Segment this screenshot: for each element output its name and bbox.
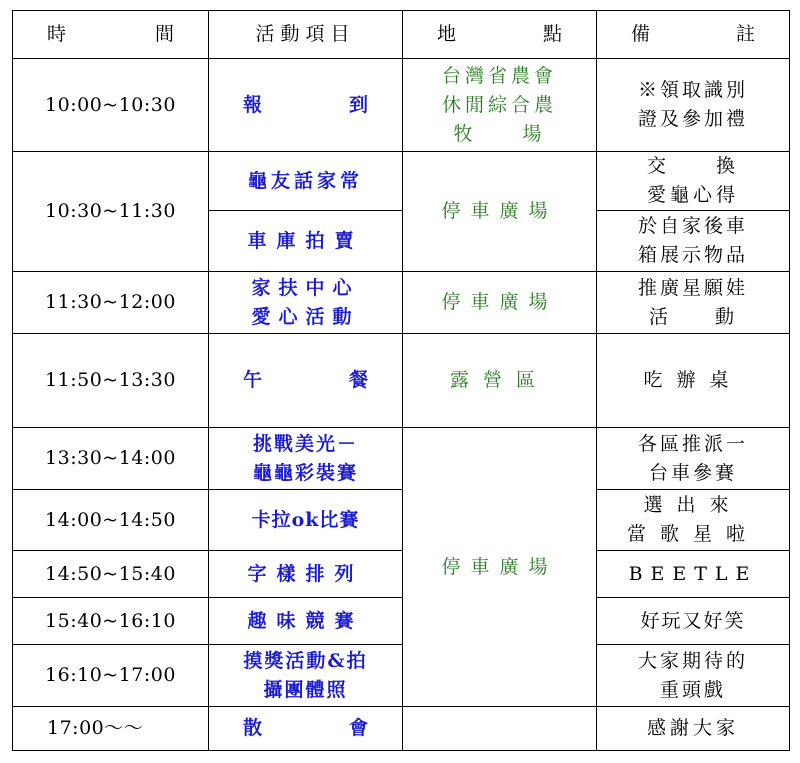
activity-cell: 趣味競賽 (209, 598, 403, 645)
header-note: 備 註 (597, 11, 790, 59)
time-cell: 14:00~14:50 (13, 490, 209, 551)
note-cell: 推廣星願娃 活 動 (597, 272, 790, 334)
activity-cell: 摸獎活動&拍 攝團體照 (209, 645, 403, 707)
location-cell: 台灣省農會 休閒綜合農 牧 場 (403, 59, 597, 152)
location-cell: 停車廣場 (403, 428, 597, 707)
table-row (13, 707, 790, 751)
activity-cell: 車庫拍賣 (209, 211, 403, 272)
header-location: 地 點 (403, 11, 597, 59)
header-time: 時 間 (13, 11, 209, 59)
time-cell: 15:40~16:10 (13, 598, 209, 645)
note-cell: 大家期待的 重頭戲 (597, 645, 790, 707)
note-cell: 各區推派一 台車參賽 (597, 428, 790, 490)
activity-cell: 家扶中心 愛心活動 (209, 272, 403, 334)
note-cell: ※領取識別 證及參加禮 (597, 59, 790, 152)
location-cell: 停車廣場 (403, 152, 597, 272)
time-cell: 13:30~14:00 (13, 428, 209, 490)
activity-cell: 卡拉ok比賽 (209, 490, 403, 551)
activity-cell: 散 會 (209, 707, 403, 751)
time-cell: 11:30~12:00 (13, 272, 209, 334)
activity-cell: 挑戰美光－ 龜龜彩裝賽 (209, 428, 403, 490)
time-cell: 17:00～～ (13, 707, 209, 751)
header-activity: 活動項目 (209, 11, 403, 59)
time-cell: 11:50~13:30 (13, 334, 209, 428)
note-cell: 於自家後車 箱展示物品 (597, 211, 790, 272)
table-row (13, 428, 790, 490)
header-row (13, 11, 790, 59)
note-cell: 感謝大家 (597, 707, 790, 751)
note-cell: 交 換 愛龜心得 (597, 152, 790, 211)
time-cell: 14:50~15:40 (13, 551, 209, 598)
location-cell (403, 707, 597, 751)
activity-cell: 報 到 (209, 59, 403, 152)
table-row (13, 272, 790, 334)
table-row (13, 334, 790, 428)
note-cell: 吃辦桌 (597, 334, 790, 428)
time-cell: 10:30~11:30 (13, 152, 209, 272)
note-cell: 好玩又好笑 (597, 598, 790, 645)
table-row (13, 152, 790, 211)
activity-cell: 字樣排列 (209, 551, 403, 598)
location-cell: 停車廣場 (403, 272, 597, 334)
note-cell: 選出來 當歌星啦 (597, 490, 790, 551)
table-row (13, 645, 790, 707)
table-row (13, 490, 790, 551)
table-row (13, 59, 790, 152)
schedule-table (12, 10, 790, 751)
table-row (13, 598, 790, 645)
time-cell: 16:10~17:00 (13, 645, 209, 707)
time-cell: 10:00~10:30 (13, 59, 209, 152)
activity-cell: 龜友話家常 (209, 152, 403, 211)
note-cell: BEETLE (597, 551, 790, 598)
table-row (13, 551, 790, 598)
activity-cell: 午 餐 (209, 334, 403, 428)
location-cell: 露營區 (403, 334, 597, 428)
